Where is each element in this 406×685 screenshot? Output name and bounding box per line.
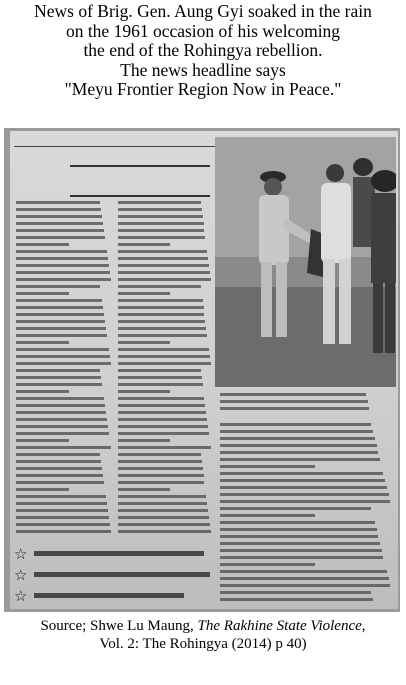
text-line — [16, 320, 105, 323]
text-line — [16, 453, 100, 456]
text-line — [118, 355, 210, 358]
text-line — [16, 201, 100, 204]
caption-line-4: The news headline says — [120, 59, 286, 80]
text-line — [16, 390, 69, 393]
text-line — [118, 404, 205, 407]
text-line — [118, 341, 170, 344]
text-line — [118, 516, 209, 519]
text-line — [16, 467, 102, 470]
text-line — [220, 444, 377, 447]
text-line — [118, 334, 207, 337]
text-line — [220, 500, 390, 503]
text-line — [118, 229, 204, 232]
newspaper-headline — [70, 165, 210, 197]
article-column-right — [220, 423, 392, 605]
text-line — [118, 432, 209, 435]
text-line — [16, 530, 111, 533]
text-line — [16, 208, 101, 211]
text-line — [220, 458, 380, 461]
text-line — [220, 535, 378, 538]
text-line — [118, 390, 170, 393]
text-line — [16, 460, 101, 463]
text-line — [16, 481, 104, 484]
text-line — [16, 348, 109, 351]
text-line — [16, 327, 106, 330]
text-line — [118, 453, 201, 456]
newspaper-page — [10, 131, 398, 609]
highlights-list — [14, 543, 214, 606]
text-line — [16, 509, 108, 512]
text-line — [118, 439, 170, 442]
text-line — [118, 250, 207, 253]
text-line — [16, 306, 103, 309]
caption-line-2: on the 1961 occasion of his welcoming — [65, 20, 341, 41]
text-line — [118, 523, 210, 526]
text-line — [118, 446, 211, 449]
text-line — [118, 285, 201, 288]
highlight-item — [14, 543, 214, 564]
text-line — [16, 376, 101, 379]
text-line — [220, 393, 366, 396]
text-line — [220, 591, 371, 594]
text-line — [16, 243, 69, 246]
article-column-middle — [118, 201, 212, 537]
source-book-title: The Rakhine State Violence — [197, 618, 362, 634]
text-line — [118, 306, 204, 309]
caption-line-5: "Meyu Frontier Region Now in Peace." — [64, 79, 342, 99]
text-line — [118, 313, 204, 316]
text-line — [16, 292, 69, 295]
text-line — [16, 495, 106, 498]
text-line — [118, 292, 170, 295]
text-line — [16, 432, 109, 435]
text-line — [16, 523, 110, 526]
text-line — [16, 362, 111, 365]
text-line — [118, 201, 201, 204]
text-line — [220, 465, 315, 468]
text-line — [118, 418, 207, 421]
text-line — [220, 521, 375, 524]
text-line — [118, 509, 208, 512]
text-line — [16, 278, 111, 281]
article-column-left — [16, 201, 112, 537]
text-line — [16, 369, 100, 372]
text-line — [118, 327, 206, 330]
text-line — [16, 257, 108, 260]
text-line — [118, 495, 206, 498]
masthead-rule — [14, 146, 224, 147]
text-line — [16, 474, 103, 477]
text-line — [118, 530, 211, 533]
highlight-text-line — [34, 593, 184, 598]
text-line — [16, 439, 69, 442]
text-line — [16, 271, 110, 274]
text-line — [118, 397, 204, 400]
text-line — [16, 411, 106, 414]
text-line — [118, 299, 203, 302]
source-citation — [0, 617, 406, 653]
source-author: Source; Shwe Lu Maung, — [40, 618, 198, 634]
text-line — [118, 208, 202, 211]
text-line — [118, 362, 211, 365]
text-line — [16, 516, 109, 519]
text-line — [220, 472, 383, 475]
highlight-item — [14, 564, 214, 585]
text-line — [220, 577, 389, 580]
highlight-item — [14, 585, 214, 606]
text-line — [16, 229, 104, 232]
text-line — [16, 334, 107, 337]
text-line — [118, 348, 209, 351]
text-line — [118, 467, 203, 470]
text-line — [16, 285, 100, 288]
caption-line-1: News of Brig. Gen. Aung Gyi soaked in the rain — [34, 1, 372, 21]
text-line — [118, 278, 211, 281]
newspaper-clipping-image — [4, 128, 400, 612]
text-line — [16, 313, 104, 316]
star-icon: ☆ — [14, 544, 28, 563]
text-line — [16, 355, 110, 358]
text-line — [16, 250, 107, 253]
text-line — [118, 488, 170, 491]
text-line — [220, 486, 387, 489]
text-line — [16, 299, 102, 302]
text-line — [220, 542, 380, 545]
text-line — [118, 474, 204, 477]
newspaper-masthead — [14, 135, 224, 161]
text-line — [220, 549, 382, 552]
text-line — [118, 425, 208, 428]
text-line — [220, 570, 387, 573]
text-line — [16, 215, 102, 218]
text-line — [16, 502, 107, 505]
highlight-text-line — [34, 572, 210, 577]
text-line — [118, 215, 203, 218]
text-line — [220, 598, 373, 601]
text-line — [220, 493, 389, 496]
star-icon: ☆ — [14, 565, 28, 584]
text-line — [220, 407, 369, 410]
text-line — [220, 507, 371, 510]
photo-caption-text — [220, 393, 390, 414]
text-line — [118, 502, 207, 505]
text-line — [16, 446, 111, 449]
text-line — [16, 418, 107, 421]
text-line — [220, 584, 390, 587]
text-line — [118, 383, 203, 386]
text-line — [16, 404, 105, 407]
text-line — [118, 411, 206, 414]
photo-scene — [215, 137, 396, 387]
text-line — [16, 264, 109, 267]
text-line — [118, 481, 204, 484]
text-line — [16, 425, 108, 428]
figure-caption — [0, 2, 406, 100]
text-line — [16, 341, 69, 344]
caption-line-3: the end of the Rohingya rebellion. — [83, 40, 323, 60]
text-line — [16, 488, 69, 491]
text-line — [220, 400, 368, 403]
text-line — [118, 376, 202, 379]
text-line — [220, 528, 377, 531]
text-line — [220, 514, 315, 517]
text-line — [16, 383, 102, 386]
news-photograph — [215, 137, 396, 387]
text-line — [16, 397, 104, 400]
text-line — [220, 423, 371, 426]
text-line — [118, 369, 201, 372]
text-line — [16, 222, 103, 225]
text-line — [220, 479, 385, 482]
text-line — [220, 451, 378, 454]
text-line — [220, 563, 315, 566]
text-line — [118, 460, 202, 463]
text-line — [118, 264, 209, 267]
text-line — [118, 222, 204, 225]
text-line — [118, 320, 205, 323]
text-line — [16, 236, 105, 239]
source-punct: , — [361, 618, 366, 634]
text-line — [118, 243, 170, 246]
source-line-2: Vol. 2: The Rohingya (2014) p 40) — [99, 636, 307, 652]
star-icon: ☆ — [14, 586, 28, 605]
source-line-1 — [0, 617, 406, 635]
text-line — [220, 556, 383, 559]
text-line — [118, 236, 205, 239]
text-line — [118, 257, 208, 260]
text-line — [118, 271, 210, 274]
text-line — [220, 430, 373, 433]
text-line — [220, 437, 375, 440]
highlight-text-line — [34, 551, 204, 556]
